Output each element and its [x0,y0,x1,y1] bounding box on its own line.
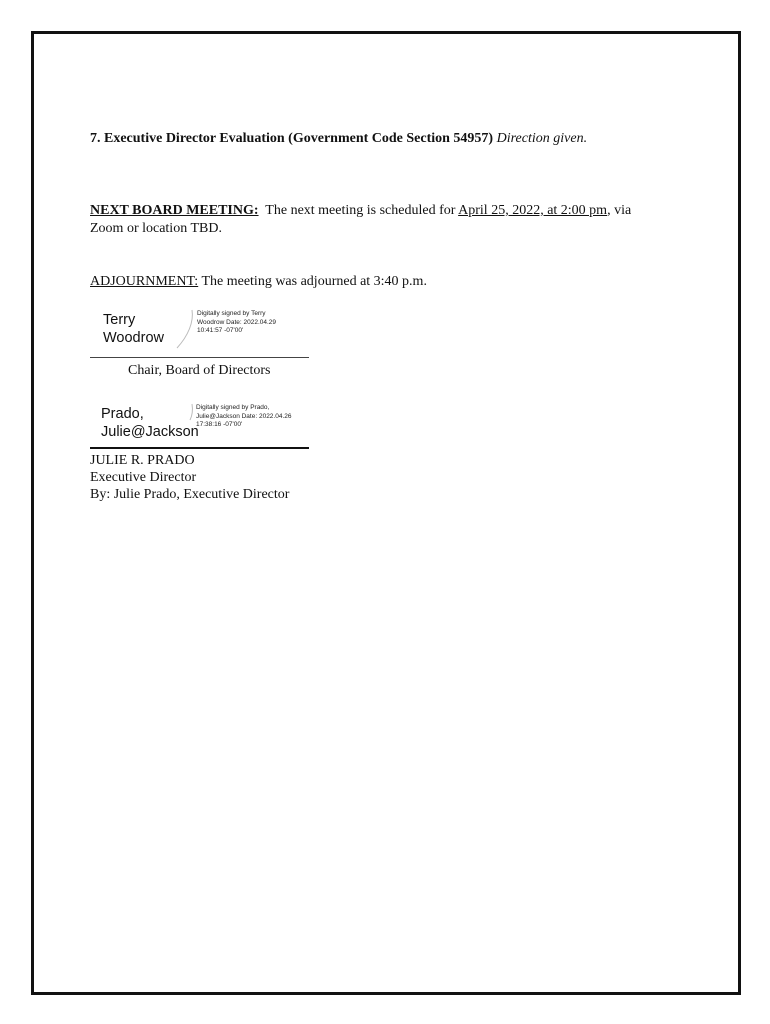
signature-1-name-line-1: Terry [103,312,136,328]
adjournment-label: ADJOURNMENT: [90,274,199,289]
item-7-line [90,130,587,148]
next-meeting-label: NEXT BOARD MEETING: [90,203,259,218]
adjournment-line [90,273,427,291]
item-7-heading: 7. Executive Director Evaluation (Government Code Section 54957) [90,131,494,146]
next-meeting-text: The next meeting is scheduled for [265,203,456,218]
signature-1-stroke-mark [174,308,196,350]
next-meeting-line-2: Zoom or location TBD. [90,221,222,236]
signature-1-name-line-2: Woodrow [103,330,164,346]
signature-2-by-line: By: Julie Prado, Executive Director [90,487,290,502]
page-border [31,31,741,995]
signature-1-line [90,357,309,358]
signature-2-printed-name: JULIE R. PRADO [90,453,195,468]
signature-1-title: Chair, Board of Directors [128,363,271,378]
signature-2-line [90,447,309,449]
next-meeting-line-1 [90,202,631,220]
signature-2-digital-meta: Digitally signed by Prado, Julie@Jackson Date: 2022.04.26 17:38:16 -07'00' [196,404,292,428]
signature-1-digital-meta: Digitally signed by Terry Woodrow Date: 2022.04.29 10:41:57 -07'00' [197,310,277,334]
signature-2-name-line-1: Prado, [101,406,144,422]
signature-2-title: Executive Director [90,470,197,485]
next-meeting-date: April 25, 2022, at 2:00 pm [458,203,608,218]
signature-2-stroke-mark [186,402,196,422]
adjournment-text: The meeting was adjourned at 3:40 p.m. [201,274,427,289]
item-7-direction: Direction given. [496,131,588,146]
next-meeting-text-after: , via [607,203,632,218]
signature-2-name-line-2: Julie@Jackson [101,424,199,440]
